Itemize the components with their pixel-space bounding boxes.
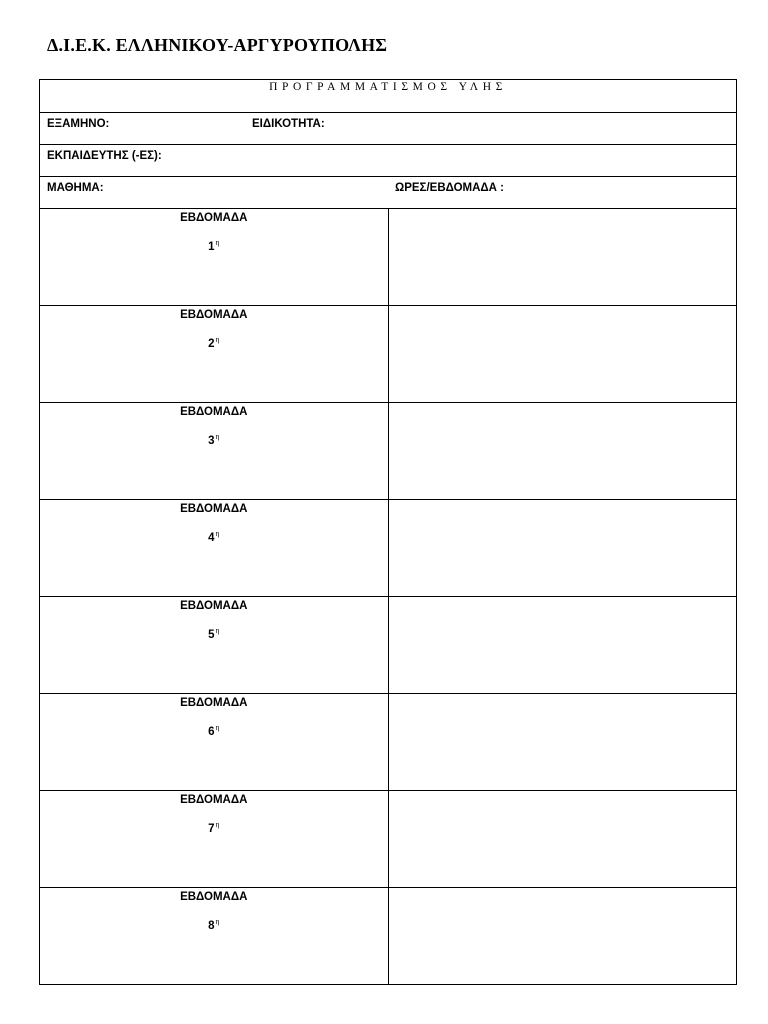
week-number-value: 6 — [208, 725, 215, 738]
syllabus-form-table — [39, 79, 737, 985]
week-row — [40, 209, 737, 306]
week-label: ΕΒΔΟΜΑΔΑ — [180, 600, 248, 612]
week-ordinal-suffix: η — [215, 240, 220, 247]
week-number — [40, 725, 388, 738]
week-row — [40, 791, 737, 888]
week-ordinal-suffix: η — [215, 531, 220, 538]
week-label: ΕΒΔΟΜΑΔΑ — [180, 212, 248, 224]
week-content-cell[interactable] — [388, 597, 737, 694]
week-label: ΕΒΔΟΜΑΔΑ — [180, 794, 248, 806]
week-ordinal-suffix: η — [215, 822, 220, 829]
hours-per-week-label: ΩΡΕΣ/ΕΒΔΟΜΑΔΑ : — [395, 182, 505, 194]
instructor-row — [40, 145, 737, 177]
form-title: ΠΡΟΓΡΑΜΜΑΤΙΣΜΟΣ ΥΛΗΣ — [40, 80, 737, 113]
week-number-value: 5 — [208, 628, 215, 641]
instructor-cell[interactable] — [40, 145, 737, 177]
week-number-value: 7 — [208, 822, 215, 835]
week-content-cell[interactable] — [388, 403, 737, 500]
week-row — [40, 694, 737, 791]
semester-row — [40, 113, 737, 145]
week-row — [40, 500, 737, 597]
semester-label: ΕΞΑΜΗΝΟ: — [47, 118, 110, 130]
week-label-cell — [40, 694, 389, 791]
week-ordinal-suffix: η — [215, 919, 220, 926]
week-row — [40, 597, 737, 694]
week-label: ΕΒΔΟΜΑΔΑ — [180, 503, 248, 515]
week-number — [40, 628, 388, 641]
week-number — [40, 919, 388, 932]
week-content-cell[interactable] — [388, 888, 737, 985]
week-row — [40, 888, 737, 985]
week-label-cell — [40, 306, 389, 403]
week-ordinal-suffix: η — [215, 434, 220, 441]
week-label: ΕΒΔΟΜΑΔΑ — [180, 697, 248, 709]
week-label-cell — [40, 209, 389, 306]
week-content-cell[interactable] — [388, 694, 737, 791]
week-label-cell — [40, 403, 389, 500]
week-label: ΕΒΔΟΜΑΔΑ — [180, 891, 248, 903]
week-row — [40, 403, 737, 500]
form-title-row — [40, 80, 737, 113]
institution-title: Δ.Ι.Ε.Κ. ΕΛΛΗΝΙΚΟΥ-ΑΡΓΥΡΟΥΠΟΛΗΣ — [47, 35, 388, 55]
week-number-value: 8 — [208, 919, 215, 932]
week-number — [40, 240, 388, 253]
semester-specialty-cell[interactable] — [40, 113, 737, 145]
week-ordinal-suffix: η — [215, 337, 220, 344]
week-label: ΕΒΔΟΜΑΔΑ — [180, 406, 248, 418]
week-label-cell — [40, 500, 389, 597]
week-label-cell — [40, 888, 389, 985]
week-number — [40, 822, 388, 835]
week-content-cell[interactable] — [388, 209, 737, 306]
course-label: ΜΑΘΗΜΑ: — [47, 182, 104, 194]
week-number-value: 1 — [208, 240, 215, 253]
week-number-value: 4 — [208, 531, 215, 544]
week-label-cell — [40, 597, 389, 694]
week-row — [40, 306, 737, 403]
week-label: ΕΒΔΟΜΑΔΑ — [180, 309, 248, 321]
instructor-label: ΕΚΠΑΙΔΕΥΤΗΣ (-ΕΣ): — [47, 150, 162, 162]
course-row — [40, 177, 737, 209]
week-ordinal-suffix: η — [215, 725, 220, 732]
week-number — [40, 531, 388, 544]
week-content-cell[interactable] — [388, 500, 737, 597]
week-number — [40, 337, 388, 350]
week-ordinal-suffix: η — [215, 628, 220, 635]
week-label-cell — [40, 791, 389, 888]
week-number-value: 3 — [208, 434, 215, 447]
week-number — [40, 434, 388, 447]
week-content-cell[interactable] — [388, 306, 737, 403]
week-number-value: 2 — [208, 337, 215, 350]
specialty-label: ΕΙΔΙΚΟΤΗΤΑ: — [252, 118, 325, 130]
course-hours-cell[interactable] — [40, 177, 737, 209]
week-content-cell[interactable] — [388, 791, 737, 888]
